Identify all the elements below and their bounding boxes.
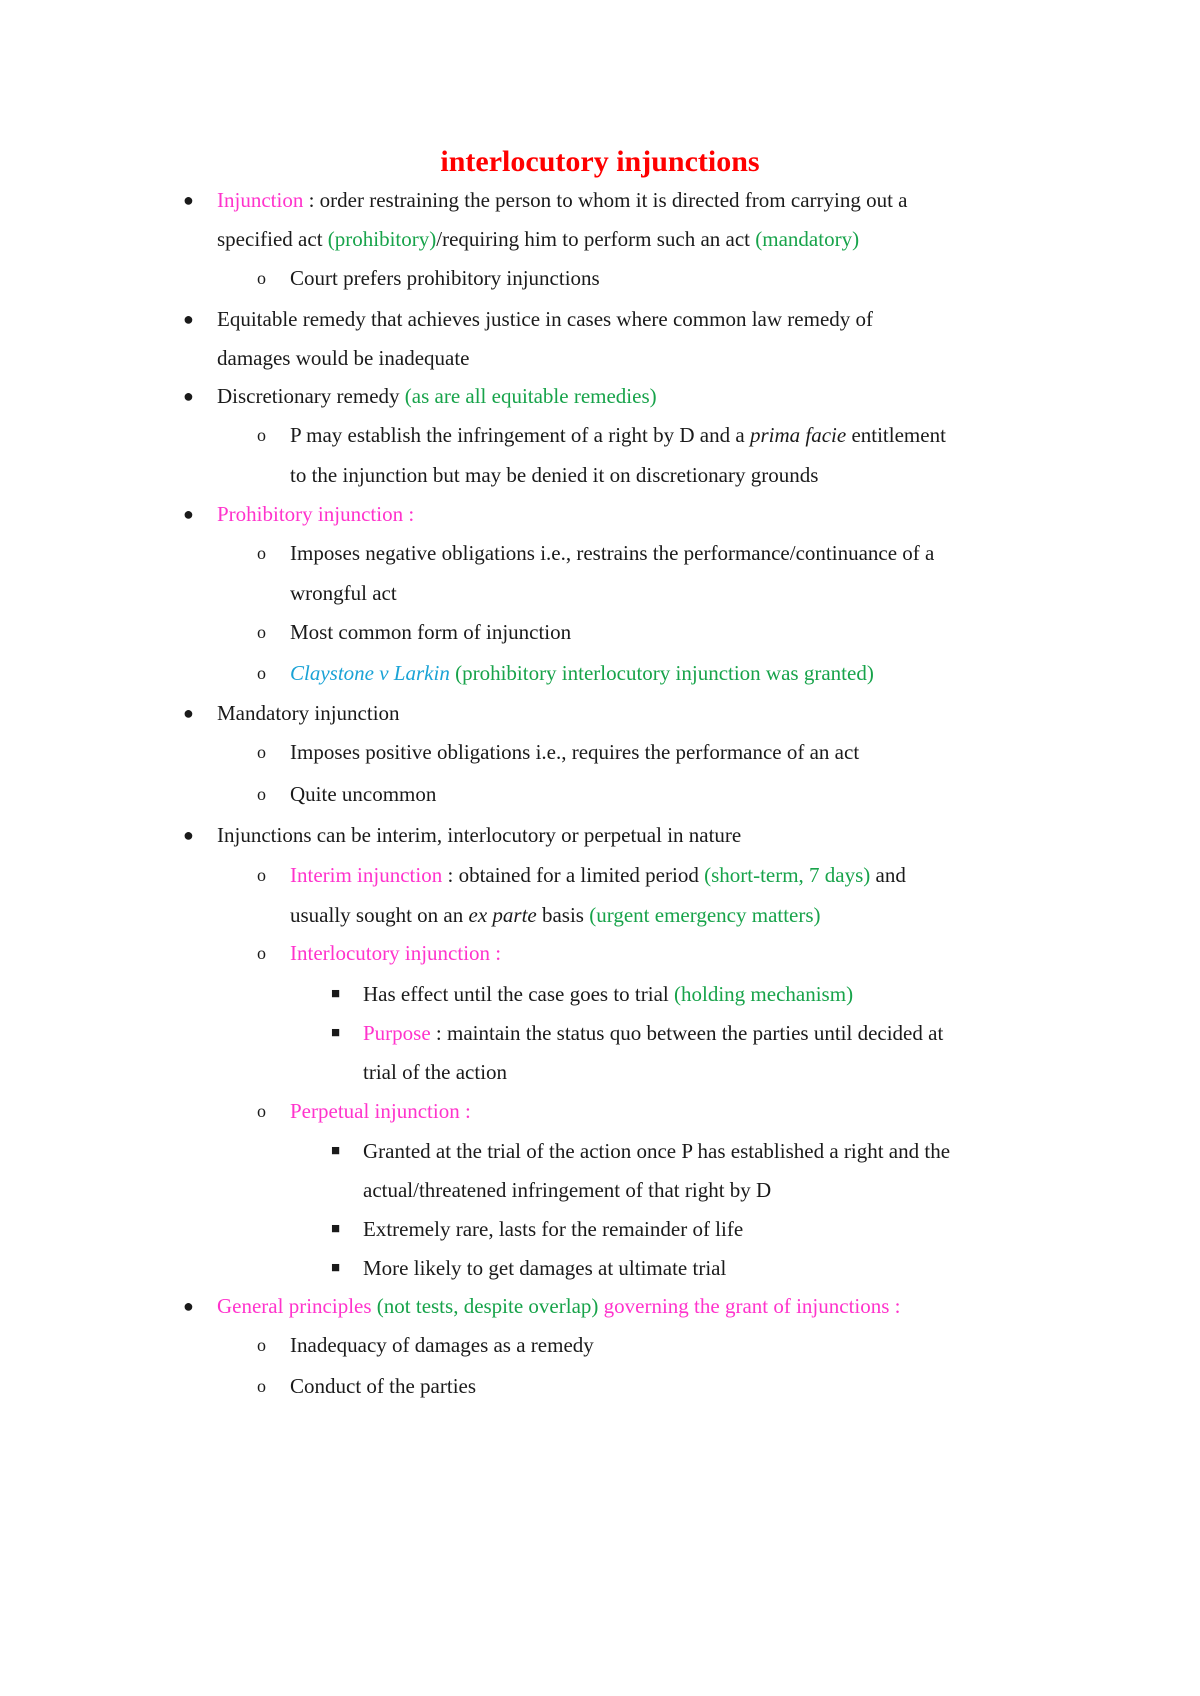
term-colon: : (403, 502, 415, 526)
text-line-18 (290, 861, 906, 889)
bullet-level1: ● (183, 386, 194, 406)
text-line-29 (217, 1292, 901, 1320)
text-line-21 (363, 980, 853, 1008)
term-colon: : (889, 1294, 901, 1318)
text-line-27: Extremely rare, lasts for the remainder of life (363, 1217, 744, 1241)
text-line-26: actual/threatened infringement of that right by D (363, 1178, 772, 1202)
text-line-13 (290, 659, 874, 687)
bullet-level3: ■ (331, 1143, 341, 1159)
line-text: specified act (217, 227, 328, 251)
line-text: Discretionary remedy (217, 384, 405, 408)
text-line-16: Quite uncommon (290, 782, 437, 806)
bullet-level2: o (257, 1101, 266, 1121)
bullet-level1: ● (183, 825, 194, 845)
bullet-level3: ■ (331, 1025, 341, 1041)
text-line-22 (363, 1019, 943, 1047)
note-text: (holding mechanism) (674, 982, 854, 1006)
text-line-2 (217, 225, 859, 253)
text-line-11: wrongful act (290, 581, 397, 605)
bullet-level2: o (257, 425, 266, 445)
text-line-20 (290, 939, 501, 967)
bullet-level3: ■ (331, 1260, 341, 1276)
text-line-14: Mandatory injunction (217, 701, 400, 725)
text-line-7 (290, 421, 946, 449)
line-text: basis (536, 903, 590, 927)
term-label: Perpetual injunction (290, 1099, 460, 1123)
text-line-25: Granted at the trial of the action once P has established a right and the (363, 1139, 951, 1163)
line-text: : maintain the status quo between the parties until decided at (430, 1021, 944, 1045)
text-line-23: trial of the action (363, 1060, 508, 1084)
text-line-30: Inadequacy of damages as a remedy (290, 1333, 594, 1357)
term-colon: : (490, 941, 502, 965)
text-line-12: Most common form of injunction (290, 620, 572, 644)
note-text: (short-term, 7 days) (704, 863, 871, 887)
text-line-17: Injunctions can be interim, interlocutory or perpetual in nature (217, 823, 742, 847)
bullet-level2: o (257, 663, 266, 683)
term-label: governing the grant of injunctions (598, 1294, 890, 1318)
text-line-28: More likely to get damages at ultimate trial (363, 1256, 727, 1280)
text-line-3: Court prefers prohibitory injunctions (290, 266, 600, 290)
term-label: Interim injunction (290, 863, 443, 887)
bullet-level3: ■ (331, 1221, 341, 1237)
bullet-level2: o (257, 943, 266, 963)
term-label: Interlocutory injunction (290, 941, 491, 965)
text-line-6 (217, 382, 657, 410)
bullet-level1: ● (183, 1296, 194, 1316)
line-text: /requiring him to perform such an act (436, 227, 756, 251)
text-line-8: to the injunction but may be denied it on discretionary grounds (290, 463, 819, 487)
bullet-level2: o (257, 1376, 266, 1396)
case-name: Claystone v Larkin (290, 661, 450, 685)
term-colon: : (459, 1099, 471, 1123)
note-text: (as are all equitable remedies) (404, 384, 657, 408)
note-text: (not tests, despite overlap) (376, 1294, 599, 1318)
line-text: P may establish the infringement of a right by D and a (290, 423, 750, 447)
term-label: General principles (217, 1294, 377, 1318)
line-text: and (870, 863, 906, 887)
note-text: (prohibitory) (327, 227, 437, 251)
bullet-level2: o (257, 1335, 266, 1355)
bullet-level2: o (257, 268, 266, 288)
text-line-5: damages would be inadequate (217, 346, 470, 370)
note-text: (urgent emergency matters) (589, 903, 821, 927)
bullet-level1: ● (183, 504, 194, 524)
bullet-level2: o (257, 543, 266, 563)
line-text: : obtained for a limited period (442, 863, 705, 887)
document-title: interlocutory injunctions (440, 145, 760, 178)
bullet-level2: o (257, 622, 266, 642)
term-label: Injunction (217, 188, 304, 212)
bullet-level1: ● (183, 190, 194, 210)
bullet-level2: o (257, 784, 266, 804)
italic-text: ex parte (468, 903, 537, 927)
italic-text: prima facie (749, 423, 847, 447)
text-line-15: Imposes positive obligations i.e., requires the performance of an act (290, 740, 860, 764)
bullet-level1: ● (183, 309, 194, 329)
term-label: Purpose (363, 1021, 431, 1045)
line-text: usually sought on an (290, 903, 469, 927)
bullet-level3: ■ (331, 986, 341, 1002)
line-text: Has effect until the case goes to trial (363, 982, 675, 1006)
text-line-31: Conduct of the parties (290, 1374, 477, 1398)
text-line-9 (217, 500, 414, 528)
text-line-24 (290, 1097, 471, 1125)
bullet-level2: o (257, 742, 266, 762)
term-label: Prohibitory injunction (217, 502, 404, 526)
text-line-4: Equitable remedy that achieves justice in cases where common law remedy of (217, 307, 874, 331)
note-text: (prohibitory interlocutory injunction was granted) (449, 661, 874, 685)
text-line-19 (290, 901, 821, 929)
line-text: entitlement (846, 423, 946, 447)
text-line-10: Imposes negative obligations i.e., restrains the performance/continuance of a (290, 541, 935, 565)
bullet-level2: o (257, 865, 266, 885)
bullet-level1: ● (183, 703, 194, 723)
text-line-1 (217, 186, 908, 214)
line-text: : order restraining the person to whom it is directed from carrying out a (303, 188, 908, 212)
note-text: (mandatory) (755, 227, 860, 251)
